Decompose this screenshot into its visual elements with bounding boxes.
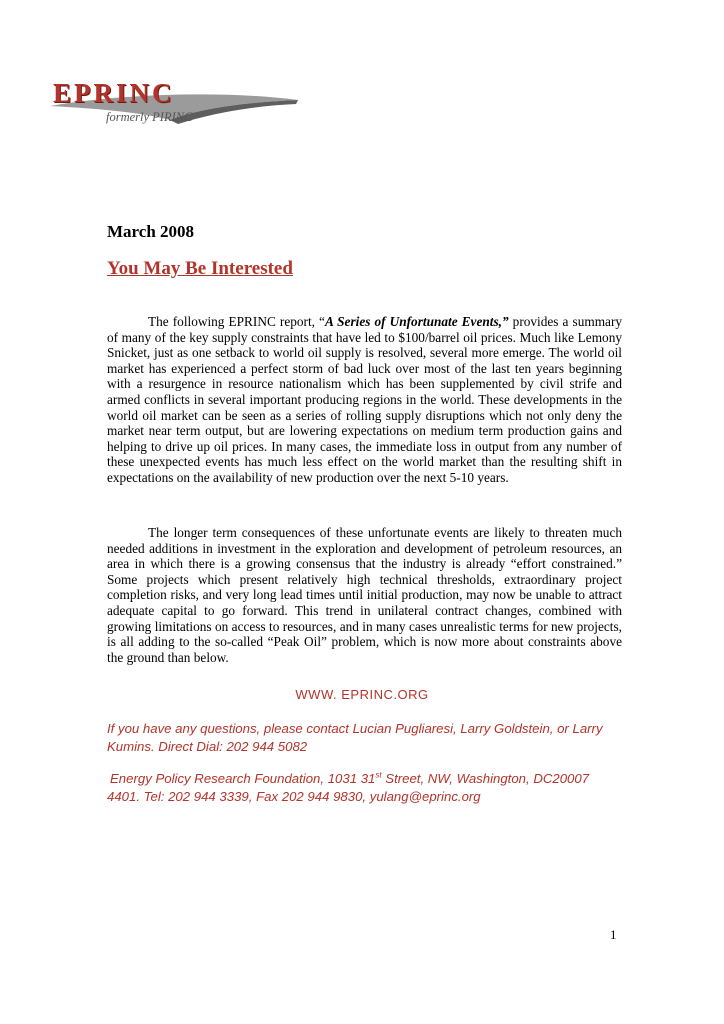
address-line-1-start: Energy Policy Research Foundation, 1031 31 [110,771,376,787]
paragraph-1-lead: The following EPRINC report, “ [148,314,325,329]
body-paragraph-1 [107,314,622,486]
page-title: You May Be Interested [107,258,293,279]
website-link[interactable]: WWW. EPRINC.ORG [295,687,429,702]
paragraph-1-body: provides a summary of many of the key supply constraints that have led to $100/barrel oil prices. Much like Lemony Snicket, just as one setback to world oil supply is resolved, several more emerge. The world oil market has experienced a perfect storm of bad luck over most of the last ten years beginning with a resurgence in resource nationalism which has been supplemented by civil strife and armed conflicts in several important producing regions in the world. These developments in the world oil market can be seen as a series of rolling supply disruptions which not only deny the market near term output, but are lowering expectations on medium term production gains and helping to drive up oil prices. In many cases, the immediate loss in output from any number of these unexpected events has much less effect on the world market than the resulting shift in expectations on the availability of new production over the next 5-10 years. [107,314,623,485]
eprinc-logo [50,76,300,134]
address-superscript: st [375,771,382,780]
address-line-2: 4401. Tel: 202 944 3339, Fax 202 944 9830, yulang@eprinc.org [107,789,481,805]
page-number: 1 [610,927,617,942]
document-date: March 2008 [107,222,195,241]
logo-wordmark: EPRINC [53,78,175,108]
report-title: A Series of Unfortunate Events,” [324,314,509,329]
contact-info: If you have any questions, please contact Lucian Pugliaresi, Larry Goldstein, or Larry Kumins. Direct Dial: 202 944 5082 [107,721,603,754]
address-line-1-end: Street, NW, Washington, DC20007 [381,771,590,787]
logo-tagline: formerly PIRINC [106,110,193,124]
body-paragraph-2: The longer term consequences of these unfortunate events are likely to threaten much needed additions in investment in the exploration and development of petroleum resources, an area in which there is a growing consensus that the industry is already “effort constrained.” Some projects which present relatively high technical thresholds, extraordinary project completion risks, and very long lead times until initial production, may now be unable to attract adequate capital to go forward. This trend in unilateral contract changes, combined with growing limitations on access to resources, and in many cases unrealistic terms for new projects, is all adding to the so-called “Peak Oil” problem, which is now more about constraints above the ground than below. [107,525,622,665]
address-line-1 [107,771,589,786]
address-block [107,767,637,806]
